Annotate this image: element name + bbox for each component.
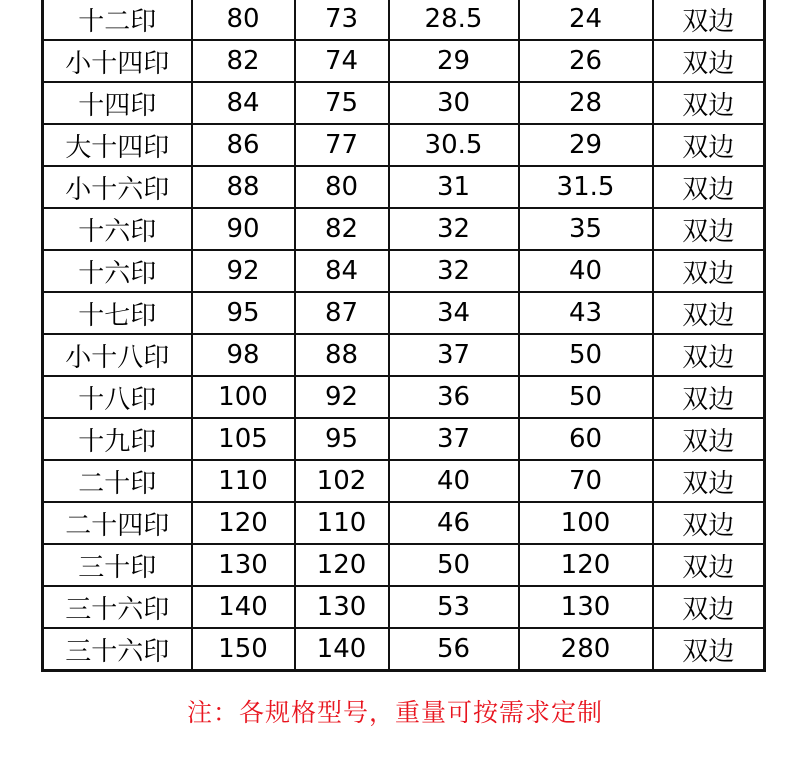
value-cell-1: 86	[192, 124, 295, 166]
model-cell: 十九印	[43, 418, 192, 460]
table-row	[43, 376, 765, 418]
value-cell-3: 50	[389, 544, 519, 586]
table-row	[43, 502, 765, 544]
custom-order-note: 注：各规格型号，重量可按需求定制	[186, 698, 603, 727]
edge-type-cell: 双边	[653, 250, 765, 292]
table-row	[43, 40, 765, 82]
value-cell-4: 43	[519, 292, 653, 334]
table-row	[43, 586, 765, 628]
value-cell-2: 130	[295, 586, 389, 628]
edge-type-cell: 双边	[653, 502, 765, 544]
value-cell-2: 84	[295, 250, 389, 292]
value-cell-4: 100	[519, 502, 653, 544]
value-cell-4: 70	[519, 460, 653, 502]
value-cell-1: 98	[192, 334, 295, 376]
table-row	[43, 334, 765, 376]
edge-type-cell: 双边	[653, 334, 765, 376]
table-row	[43, 82, 765, 124]
value-cell-2: 88	[295, 334, 389, 376]
value-cell-3: 30	[389, 82, 519, 124]
value-cell-2: 110	[295, 502, 389, 544]
value-cell-3: 37	[389, 418, 519, 460]
model-cell: 十八印	[43, 376, 192, 418]
value-cell-4: 29	[519, 124, 653, 166]
value-cell-1: 82	[192, 40, 295, 82]
value-cell-1: 140	[192, 586, 295, 628]
value-cell-4: 120	[519, 544, 653, 586]
edge-type-cell: 双边	[653, 0, 765, 40]
value-cell-1: 110	[192, 460, 295, 502]
value-cell-3: 32	[389, 208, 519, 250]
value-cell-4: 31.5	[519, 166, 653, 208]
spec-table-body	[43, 0, 765, 671]
value-cell-3: 34	[389, 292, 519, 334]
value-cell-3: 32	[389, 250, 519, 292]
table-row	[43, 166, 765, 208]
spec-table	[41, 0, 766, 672]
value-cell-2: 82	[295, 208, 389, 250]
edge-type-cell: 双边	[653, 376, 765, 418]
table-row	[43, 460, 765, 502]
model-cell: 三十六印	[43, 586, 192, 628]
value-cell-3: 36	[389, 376, 519, 418]
value-cell-3: 40	[389, 460, 519, 502]
value-cell-1: 100	[192, 376, 295, 418]
value-cell-3: 46	[389, 502, 519, 544]
edge-type-cell: 双边	[653, 586, 765, 628]
model-cell: 大十四印	[43, 124, 192, 166]
model-cell: 小十八印	[43, 334, 192, 376]
table-row	[43, 250, 765, 292]
value-cell-2: 75	[295, 82, 389, 124]
value-cell-2: 92	[295, 376, 389, 418]
model-cell: 小十四印	[43, 40, 192, 82]
value-cell-1: 150	[192, 628, 295, 671]
table-row	[43, 544, 765, 586]
value-cell-4: 60	[519, 418, 653, 460]
value-cell-4: 35	[519, 208, 653, 250]
value-cell-2: 95	[295, 418, 389, 460]
model-cell: 二十四印	[43, 502, 192, 544]
table-row	[43, 208, 765, 250]
table-row	[43, 292, 765, 334]
edge-type-cell: 双边	[653, 418, 765, 460]
model-cell: 三十六印	[43, 628, 192, 671]
value-cell-1: 80	[192, 0, 295, 40]
value-cell-1: 105	[192, 418, 295, 460]
model-cell: 三十印	[43, 544, 192, 586]
value-cell-2: 74	[295, 40, 389, 82]
edge-type-cell: 双边	[653, 208, 765, 250]
value-cell-2: 73	[295, 0, 389, 40]
value-cell-1: 120	[192, 502, 295, 544]
value-cell-4: 130	[519, 586, 653, 628]
value-cell-2: 140	[295, 628, 389, 671]
model-cell: 十六印	[43, 208, 192, 250]
table-row	[43, 0, 765, 40]
value-cell-4: 50	[519, 376, 653, 418]
value-cell-2: 102	[295, 460, 389, 502]
edge-type-cell: 双边	[653, 544, 765, 586]
value-cell-1: 92	[192, 250, 295, 292]
table-row	[43, 418, 765, 460]
model-cell: 十七印	[43, 292, 192, 334]
value-cell-2: 77	[295, 124, 389, 166]
value-cell-3: 28.5	[389, 0, 519, 40]
value-cell-4: 50	[519, 334, 653, 376]
edge-type-cell: 双边	[653, 292, 765, 334]
value-cell-1: 95	[192, 292, 295, 334]
value-cell-3: 37	[389, 334, 519, 376]
table-row	[43, 124, 765, 166]
model-cell: 十六印	[43, 250, 192, 292]
value-cell-2: 87	[295, 292, 389, 334]
value-cell-2: 80	[295, 166, 389, 208]
value-cell-3: 56	[389, 628, 519, 671]
value-cell-4: 28	[519, 82, 653, 124]
model-cell: 小十六印	[43, 166, 192, 208]
edge-type-cell: 双边	[682, 636, 735, 667]
value-cell-3: 29	[389, 40, 519, 82]
edge-type-cell: 双边	[653, 82, 765, 124]
model-cell: 二十印	[43, 460, 192, 502]
edge-type-cell: 双边	[653, 40, 765, 82]
value-cell-4: 280	[519, 628, 653, 671]
value-cell-1: 130	[192, 544, 295, 586]
table-row	[43, 628, 765, 671]
value-cell-3: 30.5	[389, 124, 519, 166]
value-cell-1: 90	[192, 208, 295, 250]
value-cell-1: 88	[192, 166, 295, 208]
value-cell-2: 120	[295, 544, 389, 586]
edge-type-cell: 双边	[653, 460, 765, 502]
value-cell-1: 84	[192, 82, 295, 124]
model-cell: 十二印	[43, 0, 192, 40]
model-cell: 十四印	[43, 82, 192, 124]
edge-type-cell: 双边	[653, 166, 765, 208]
value-cell-4: 24	[519, 0, 653, 40]
value-cell-3: 31	[389, 166, 519, 208]
value-cell-4: 26	[519, 40, 653, 82]
value-cell-4: 40	[519, 250, 653, 292]
value-cell-3: 53	[389, 586, 519, 628]
edge-type-cell: 双边	[653, 124, 765, 166]
